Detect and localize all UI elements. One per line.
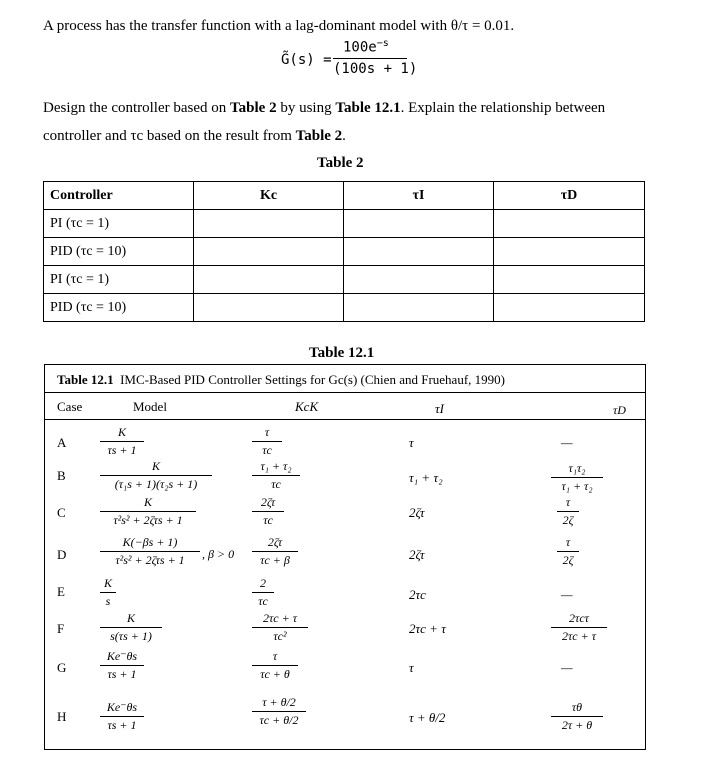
instr-ref-table2: Table 2	[295, 128, 343, 144]
table2-header-td: τD	[494, 182, 645, 210]
table121-caption	[57, 372, 505, 388]
case-label: D	[57, 547, 67, 562]
td-input-cell[interactable]	[494, 238, 645, 266]
kck-num: 2ζτ	[252, 495, 284, 512]
instr-text: by using	[276, 100, 336, 116]
case-label: F	[57, 621, 65, 636]
kck-C	[252, 495, 284, 528]
td-num: τ	[557, 495, 579, 512]
model-num: Ke⁻θs	[100, 649, 144, 666]
model-num: K	[100, 576, 116, 593]
header-case: Case	[57, 399, 83, 414]
ti-F: 2τc + τ	[409, 621, 446, 636]
table121-title: Table 12.1	[309, 345, 375, 361]
td-A: —	[561, 435, 573, 450]
kck-den: τc	[263, 513, 273, 527]
model-num: K	[100, 611, 162, 628]
tf-lhs: G̃(s) =	[281, 52, 332, 68]
case-label: H	[57, 709, 67, 724]
kck-A	[252, 425, 282, 458]
td-input-cell[interactable]	[494, 210, 645, 238]
table121	[44, 364, 646, 750]
kck-B	[252, 459, 300, 492]
kck-den: τc²	[273, 629, 287, 643]
case-label: A	[57, 435, 67, 450]
table2-header-row	[44, 182, 645, 210]
header-td: τD	[613, 403, 626, 417]
ti-D: 2ζτ	[409, 547, 425, 562]
ti-B: τ₁ + τ₂	[409, 470, 443, 485]
tf-denominator: (100s + 1)	[333, 61, 418, 77]
model-D	[100, 535, 200, 568]
model-B	[100, 459, 212, 492]
kc-input-cell[interactable]	[194, 294, 344, 322]
kck-num: τ	[252, 649, 298, 666]
kck-E	[252, 576, 274, 609]
td-den: 2τc + τ	[561, 629, 596, 643]
controller-cell: PID (τc = 10)	[44, 294, 194, 322]
td-B	[551, 461, 603, 494]
instr-text: controller and τc based on the result from	[43, 128, 296, 144]
controller-cell: PI (τc = 1)	[44, 210, 194, 238]
model-den: s	[105, 594, 111, 608]
model-den: (τ₁s + 1)(τ₂s + 1)	[114, 477, 198, 491]
caption-text: IMC-Based PID Controller Settings for Gc(s) (Chien and Fruehauf, 1990)	[120, 372, 505, 387]
controller-cell: PI (τc = 1)	[44, 266, 194, 294]
table2	[43, 181, 645, 322]
model-num: Ke⁻θs	[100, 700, 144, 717]
td-C	[557, 495, 579, 528]
header-ti: τI	[435, 401, 444, 416]
model-num: K(−βs + 1)	[100, 535, 200, 552]
ti-input-cell[interactable]	[344, 238, 494, 266]
controller-cell: PID (τc = 10)	[44, 238, 194, 266]
kck-den: τc	[271, 477, 281, 491]
instr-text: .	[342, 128, 346, 144]
model-A	[100, 425, 144, 458]
model-H	[100, 700, 144, 733]
kc-input-cell[interactable]	[194, 266, 344, 294]
ti-input-cell[interactable]	[344, 294, 494, 322]
tf-num-base: 100e	[343, 39, 377, 56]
ti-C: 2ζτ	[409, 505, 425, 520]
td-E: —	[561, 587, 573, 602]
model-num: K	[100, 459, 212, 476]
instruction-line-2	[43, 128, 346, 145]
model-den: τs + 1	[107, 667, 137, 681]
model-E	[100, 576, 116, 609]
instruction-line-1	[43, 100, 605, 117]
table-row	[44, 210, 645, 238]
case-label: E	[57, 584, 65, 599]
td-num: 2τcτ	[551, 611, 607, 628]
table-row	[44, 266, 645, 294]
tf-numerator	[343, 38, 389, 56]
td-num: τ₁τ₂	[551, 461, 603, 478]
instr-ref-table121: Table 12.1	[335, 100, 401, 116]
kck-num: τ + θ/2	[252, 695, 306, 712]
header-divider	[45, 419, 645, 420]
instr-text: Design the controller based on	[43, 100, 231, 116]
instr-ref-table2: Table 2	[230, 100, 277, 116]
model-den: τs + 1	[107, 718, 137, 732]
ti-input-cell[interactable]	[344, 266, 494, 294]
kck-num: 2τc + τ	[252, 611, 308, 628]
model-G	[100, 649, 144, 682]
problem-intro: A process has the transfer function with a lag-dominant model with θ/τ = 0.01.	[43, 18, 515, 34]
td-num: τ	[557, 535, 579, 552]
model-den: τ²s² + 2ζτs + 1	[113, 513, 183, 527]
tf-exponent: −s	[376, 38, 389, 49]
kck-H	[252, 695, 306, 728]
model-D-condition: , β > 0	[202, 547, 235, 561]
header-model: Model	[133, 399, 167, 414]
kck-den: τc	[262, 443, 272, 457]
instr-text: . Explain the relationship between	[400, 100, 606, 116]
td-input-cell[interactable]	[494, 266, 645, 294]
ti-E: 2τc	[409, 587, 426, 602]
kck-num: 2	[252, 576, 274, 593]
kck-den: τc + θ/2	[259, 713, 299, 727]
model-num: K	[100, 495, 196, 512]
model-den: τs + 1	[107, 443, 137, 457]
caption-divider	[45, 392, 645, 393]
case-label: B	[57, 468, 66, 483]
table-row	[44, 238, 645, 266]
td-den: 2τ + θ	[561, 718, 593, 732]
caption-label: Table 12.1	[57, 372, 114, 387]
kck-G	[252, 649, 298, 682]
td-num: τθ	[551, 700, 603, 717]
kck-num: τ	[252, 425, 282, 442]
kck-num: τ₁ + τ₂	[252, 459, 300, 476]
td-H	[551, 700, 603, 733]
kck-F	[252, 611, 308, 644]
header-kck: KcK	[295, 399, 319, 414]
case-label: C	[57, 505, 66, 520]
kck-den: τc + β	[260, 553, 290, 567]
model-den: s(τs + 1)	[110, 629, 152, 643]
td-G: —	[561, 660, 573, 675]
td-input-cell[interactable]	[494, 294, 645, 322]
kck-D	[252, 535, 298, 568]
tf-fraction-line	[333, 58, 407, 59]
table2-header-kc: Kc	[194, 182, 344, 210]
table2-header-ti: τI	[344, 182, 494, 210]
table2-header-controller: Controller	[44, 182, 194, 210]
ti-G: τ	[409, 660, 414, 675]
kck-den: τc + θ	[260, 667, 290, 681]
ti-input-cell[interactable]	[344, 210, 494, 238]
kck-num: 2ζτ	[252, 535, 298, 552]
table-row	[44, 294, 645, 322]
ti-A: τ	[409, 435, 414, 450]
model-F	[100, 611, 162, 644]
kc-input-cell[interactable]	[194, 210, 344, 238]
model-den: τ²s² + 2ζτs + 1	[115, 553, 185, 567]
td-D	[557, 535, 579, 568]
model-num: K	[100, 425, 144, 442]
td-den: 2ζ	[562, 513, 574, 527]
ti-H: τ + θ/2	[409, 710, 446, 725]
kc-input-cell[interactable]	[194, 238, 344, 266]
td-den: τ₁ + τ₂	[561, 479, 593, 493]
td-F	[551, 611, 607, 644]
table2-title: Table 2	[317, 155, 364, 171]
case-label: G	[57, 660, 67, 675]
model-C	[100, 495, 196, 528]
kck-den: τc	[258, 594, 268, 608]
td-den: 2ζ	[562, 553, 574, 567]
